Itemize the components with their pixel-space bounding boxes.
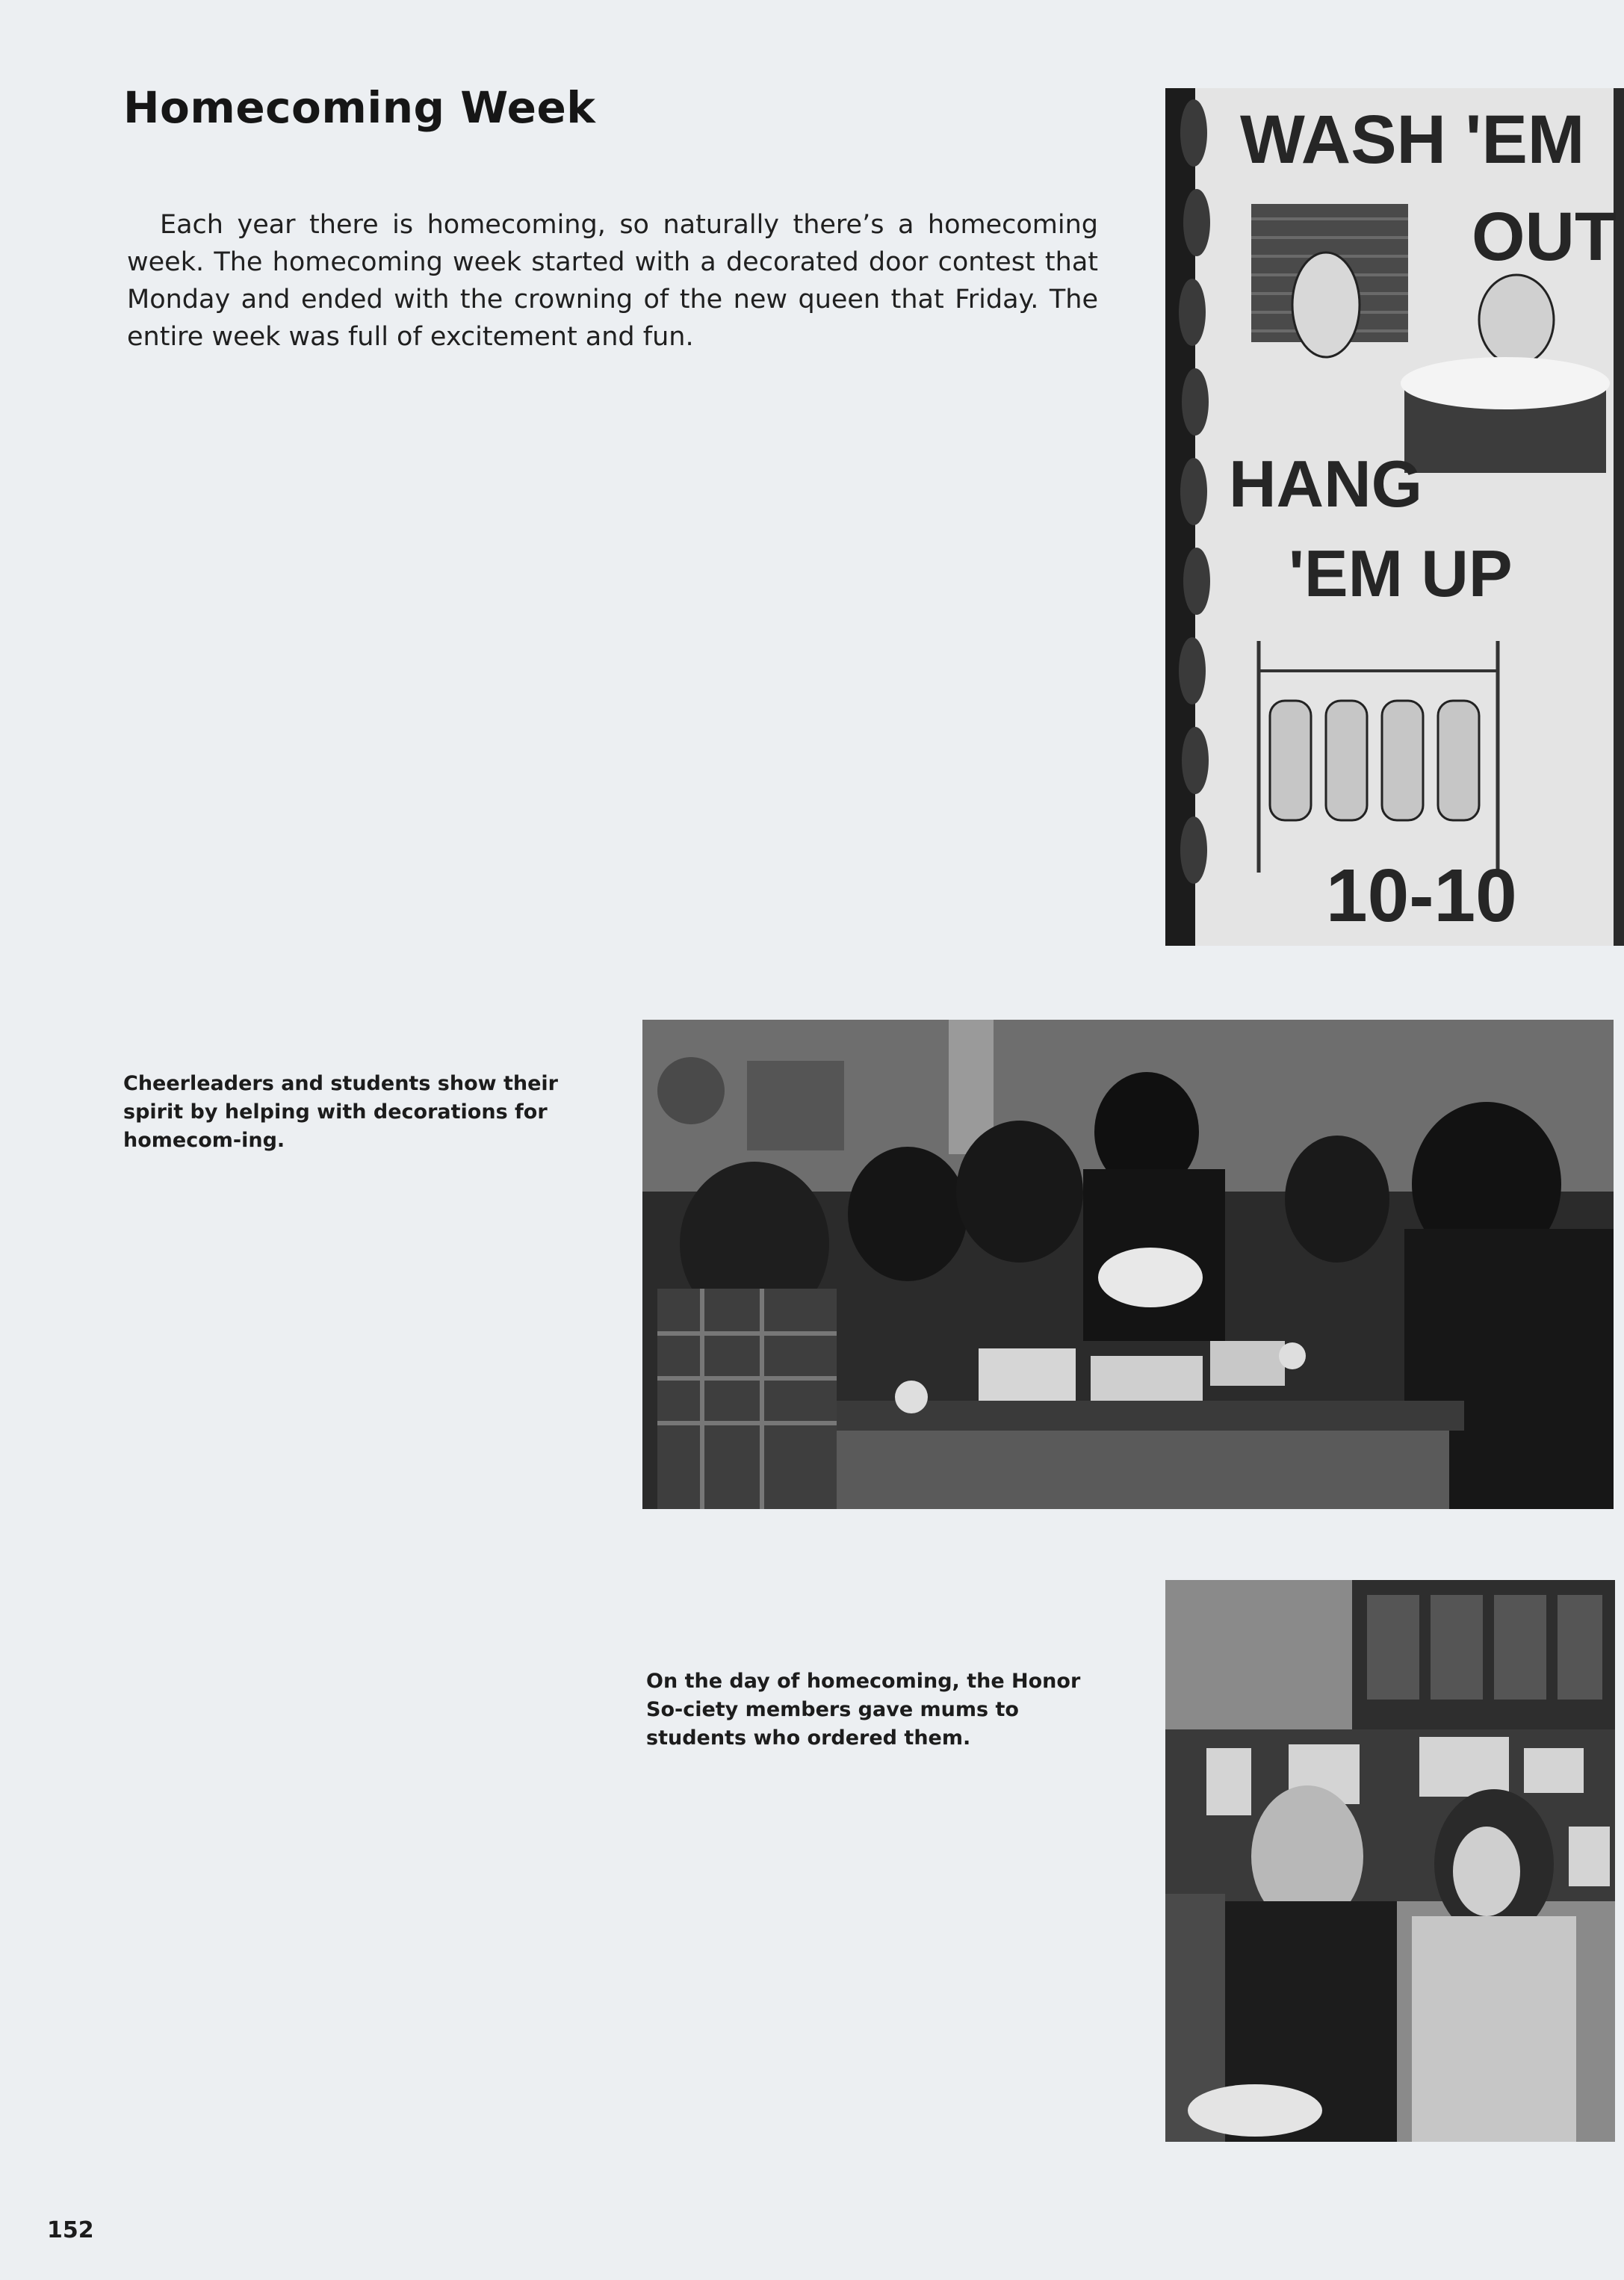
honor-society-mums-photo <box>1165 1580 1615 2142</box>
students-decorating-photo <box>642 1020 1614 1509</box>
page-number: 152 <box>47 2217 94 2243</box>
door-sign-line4: 'EM UP <box>1289 536 1513 610</box>
door-sign-line3: HANG <box>1229 447 1423 521</box>
door-sign-line2: OUT <box>1472 199 1617 275</box>
door-sign-line1: WASH 'EM <box>1240 102 1585 178</box>
page-title: Homecoming Week <box>123 82 596 133</box>
door-sign-line5: 10-10 <box>1326 854 1517 938</box>
caption-mums: On the day of homecoming, the Honor So-ciety members gave mums to students who ordered them. <box>646 1670 1081 1750</box>
intro-paragraph: Each year there is homecoming, so naturally there’s a homecoming week. The homecoming week started with a decorated door contest that Monday and ended with the crowning of the new queen that Friday. The entire week was full of excitement and fun. <box>127 210 1098 352</box>
door-decoration-photo <box>1165 88 1624 946</box>
caption-decorations: Cheerleaders and students show their spirit by helping with decorations for homecom-ing. <box>123 1072 558 1152</box>
